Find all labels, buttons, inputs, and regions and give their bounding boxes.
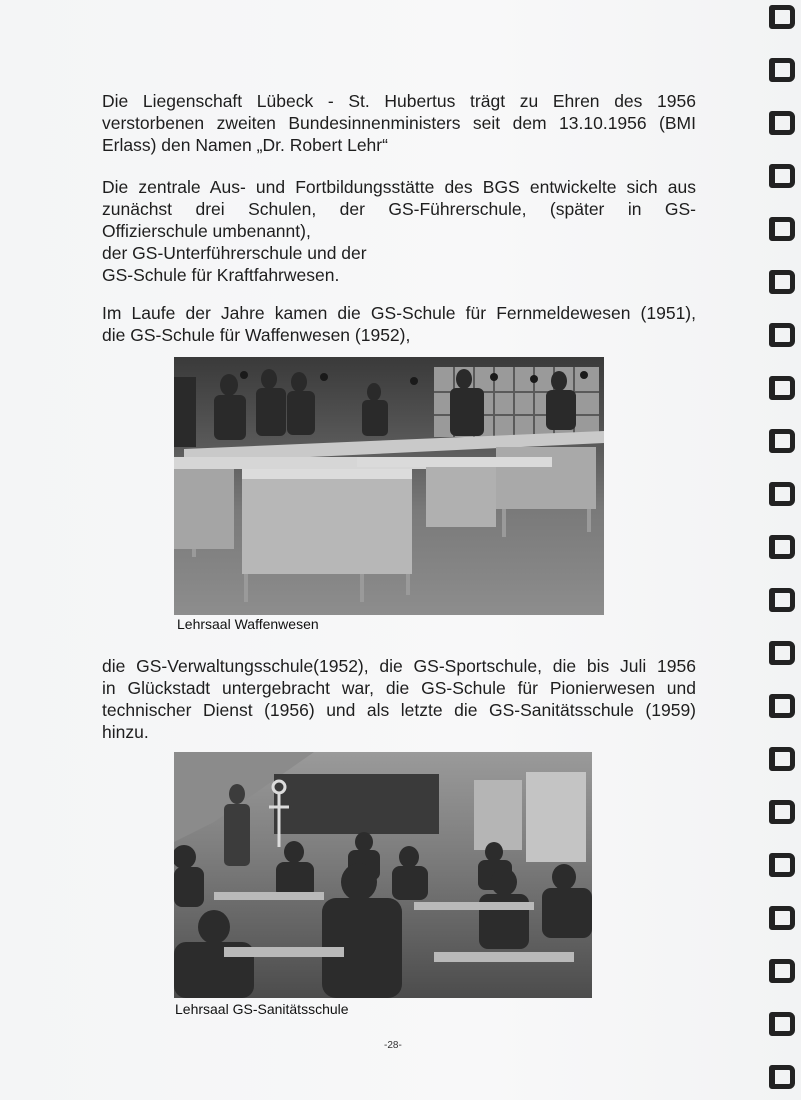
binding-ring [769,5,795,29]
text-line: technischer Dienst (1956) und als letzte die GS-Sanitätsschule (1959) [102,700,696,720]
binding-ring [769,535,795,559]
text-line: in Glückstadt untergebracht war, die GS-Schule für Pionierwesen und [102,678,696,698]
text-line: verstorbenen zweiten Bundesinnenministers seit dem 13.10.1956 (BMI [102,113,696,133]
photo-lehrsaal-waffenwesen [174,357,604,615]
binding-ring [769,429,795,453]
binding-ring [769,747,795,771]
text-line: Die zentrale Aus- und Fortbildungsstätte des BGS entwickelte sich aus [102,177,696,197]
binding-ring [769,694,795,718]
text-line: der GS-Unterführerschule und der [102,243,367,263]
binding-ring [769,270,795,294]
photo-lehrsaal-sanitaetsschule [174,752,592,998]
caption-waffenwesen: Lehrsaal Waffenwesen [177,616,319,632]
text-line: die GS-Verwaltungsschule(1952), die GS-Sportschule, die bis Juli 1956 [102,656,696,676]
paragraph-ausbildungsstaette [102,176,696,286]
binding-ring [769,58,795,82]
photo-workshop-illustration [174,357,604,615]
text-line: Erlass) den Namen „Dr. Robert Lehr“ [102,135,388,155]
binding-ring [769,111,795,135]
paragraph-weitere-schulen [102,655,696,743]
text-line: die GS-Schule für Waffenwesen (1952), [102,325,411,345]
text-line: GS-Schule für Kraftfahrwesen. [102,265,340,285]
binding-ring [769,217,795,241]
text-line: zunächst drei Schulen, der GS-Führerschule, (später in GS- [102,199,696,219]
paragraph-liegenschaft [102,90,696,156]
text-line: Im Laufe der Jahre kamen die GS-Schule für Fernmeldewesen (1951), [102,303,696,323]
binding-ring [769,376,795,400]
binding-ring [769,853,795,877]
binding-ring [769,1012,795,1036]
text-line: hinzu. [102,722,149,742]
binding-ring [769,906,795,930]
text-line: Die Liegenschaft Lübeck - St. Hubertus trägt zu Ehren des 1956 [102,91,696,111]
photo-classroom-illustration [174,752,592,998]
binding-ring [769,323,795,347]
caption-sanitaetsschule: Lehrsaal GS-Sanitätsschule [175,1001,349,1017]
binding-ring [769,800,795,824]
binding-ring [769,959,795,983]
paragraph-schulen [102,302,696,346]
text-line: Offizierschule umbenannt), [102,221,311,241]
spiral-binding [761,0,801,1100]
binding-ring [769,164,795,188]
binding-ring [769,1065,795,1089]
binding-ring [769,482,795,506]
binding-ring [769,588,795,612]
page-number: -28- [384,1040,402,1051]
binding-ring [769,641,795,665]
